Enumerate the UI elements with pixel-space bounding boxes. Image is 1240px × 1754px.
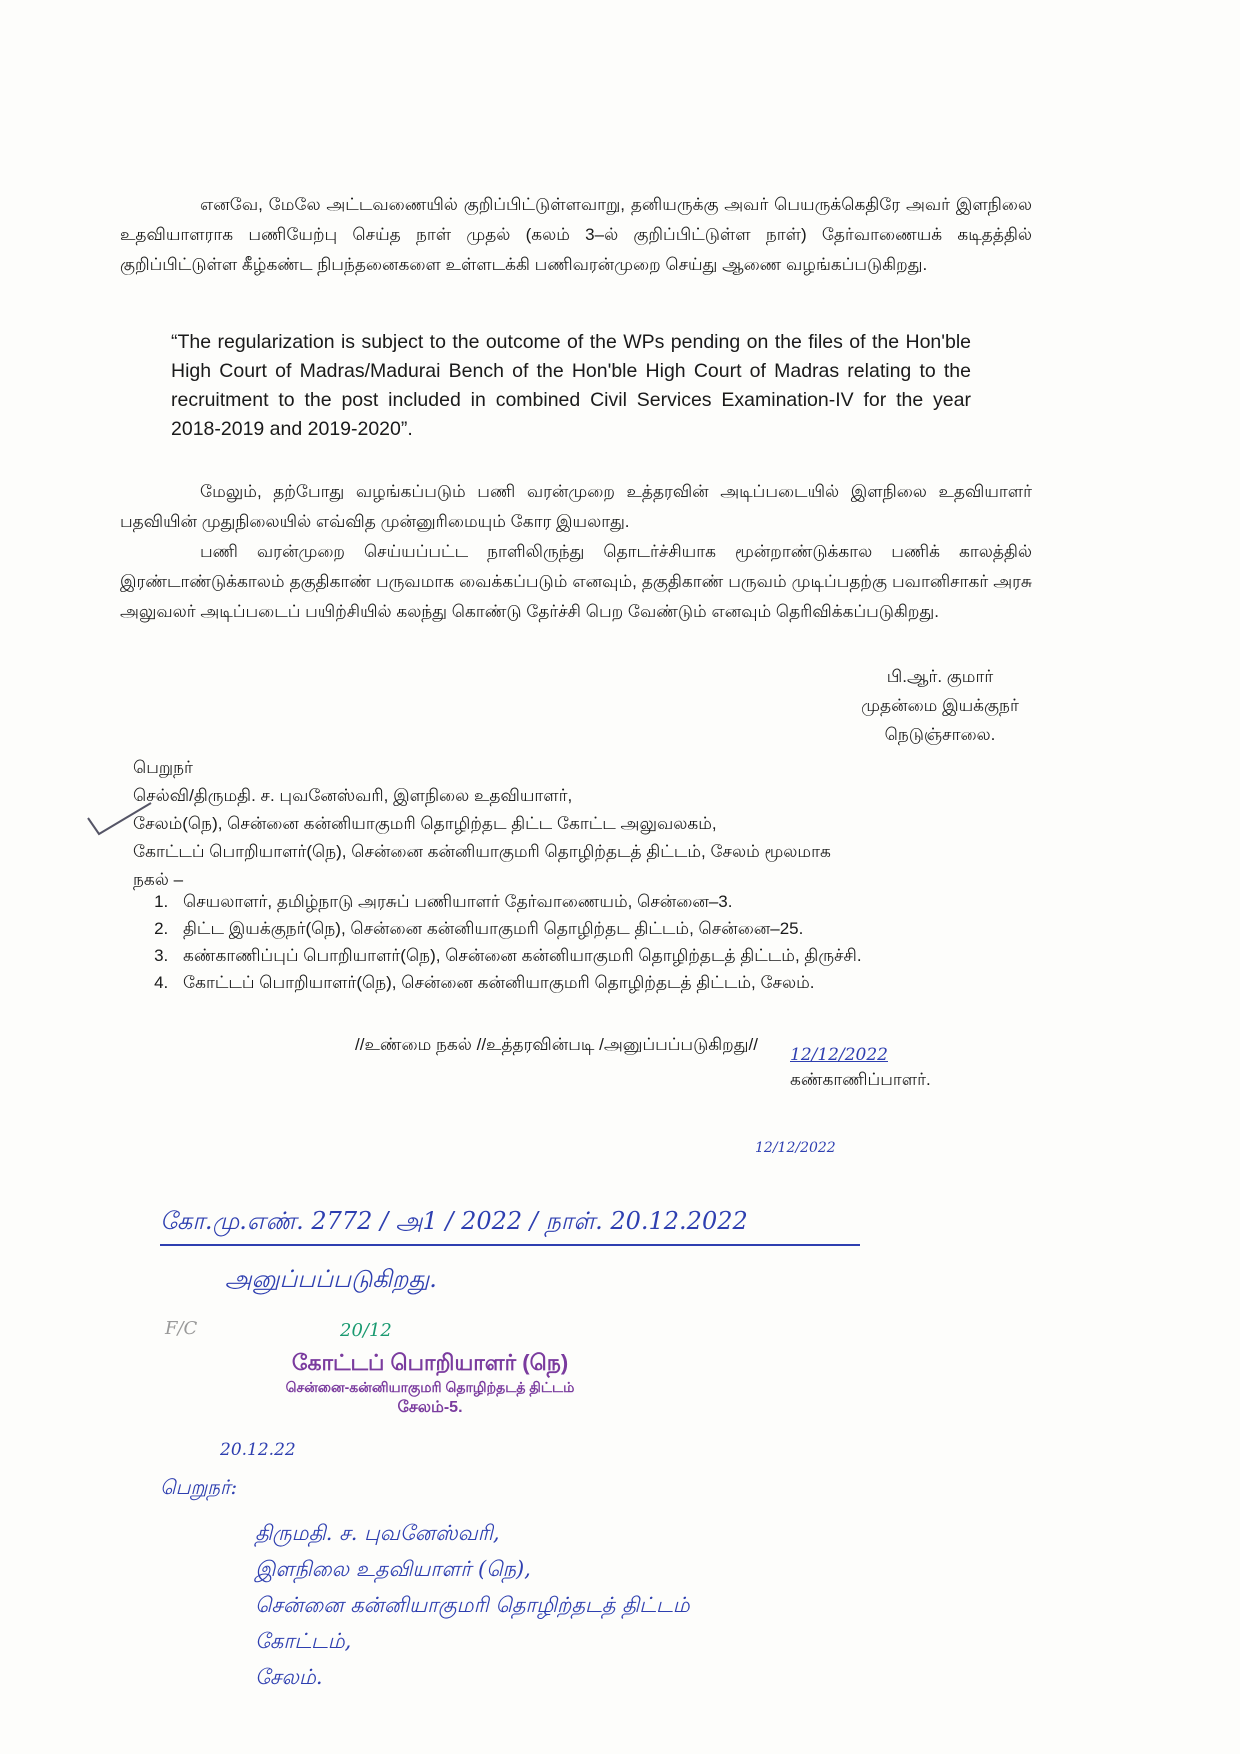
handwritten-reference: கோ.மு.எண். 2772 / அ1 / 2022 / நாள். 20.12.2022: [160, 1207, 860, 1246]
address-line: திருமதி. ச. புவனேஸ்வரி,: [255, 1521, 500, 1545]
handwritten-initial-date: 12/12/2022: [755, 1140, 836, 1156]
copy-item: 4. கோட்டப் பொறியாளர்(நெ), சென்னை கன்னியாகுமரி தொழிற்தடத் திட்டம், சேலம்.: [173, 969, 862, 996]
address-line: சென்னை கன்னியாகுமரி தொழிற்தடத் திட்டம்: [255, 1593, 690, 1617]
copy-item: 1. செயலாளர், தமிழ்நாடு அரசுப் பணியாளர் தேர்வாணையம், சென்னை–3.: [173, 888, 862, 915]
signatory-block: [850, 662, 1030, 749]
recipient-block: [133, 754, 831, 894]
copy-item: 3. கண்காணிப்புப் பொறியாளர்(நெ), சென்னை கன்னியாகுமரி தொழிற்தடத் திட்டம், திருச்சி.: [173, 942, 862, 969]
stamp-line3: சேலம்-5.: [397, 1399, 463, 1416]
address-line: கோட்டம்,: [255, 1629, 352, 1653]
paragraph-regularization-order: எனவே, மேலே அட்டவணையில் குறிப்பிட்டுள்ளவாறு, தனியருக்கு அவர் பெயருக்கெதிரே அவர் இளநிலை உதவியாளராக பணியேற்பு செய்த நாள் முதல் (கலம் 3–ல் குறிப்பிட்டுள்ள நாள்) தேர்வாணையக் கடிதத்தில் குறிப்பிட்டுள்ள கீழ்கண்ட நிபந்தனைகளை உள்ளடக்கி பணிவரன்முறை செய்து ஆணை வழங்கப்படுகிறது.: [120, 195, 1032, 274]
handwritten-address: [255, 1515, 690, 1695]
recipient-heading: பெறுநர்: [133, 758, 193, 777]
recipient-line: சேலம்(நெ), சென்னை கன்னியாகுமரி தொழிற்தட திட்ட கோட்ட அலுவலகம்,: [133, 814, 717, 833]
address-line: இளநிலை உதவியாளர் (நெ),: [255, 1557, 531, 1581]
copy-heading: நகல் –: [133, 870, 184, 889]
handwritten-sig-date: 12/12/2022: [790, 1045, 888, 1065]
true-copy-line: //உண்மை நகல் //உத்தரவின்படி /அனுப்பப்படுகிறது//: [355, 1035, 758, 1054]
quoted-condition: “The regularization is subject to the outcome of the WPs pending on the files of the Hon'ble High Court of Madras/Madurai Bench of the Hon'ble High Court of Madras relating to the recruitment to the post included in combined Civil Services Examination-IV for the year 2018-2019 and 2019-2020”.: [171, 331, 971, 440]
recipient-line: கோட்டப் பொறியாளர்(நெ), சென்னை கன்னியாகுமரி தொழிற்தடத் திட்டம், சேலம் மூலமாக: [133, 842, 831, 861]
handwritten-date: 20.12.22: [220, 1440, 296, 1460]
handwritten-forwarded: அனுப்பப்படுகிறது.: [225, 1265, 437, 1293]
copy-list: [133, 888, 862, 996]
signatory-department: நெடுஞ்சாலை.: [884, 725, 996, 744]
stamp-line2: சென்னை-கன்னியாகுமரி தொழிற்தடத் திட்டம்: [285, 1379, 575, 1395]
recipient-line: செல்வி/திருமதி. ச. புவனேஸ்வரி, இளநிலை உதவியாளர்,: [133, 786, 573, 805]
paragraph-seniority: மேலும், தற்போது வழங்கப்படும் பணி வரன்முறை உத்தரவின் அடிப்படையில் இளநிலை உதவியாளர் பதவியின் முதுநிலையில் எவ்வித முன்னுரிமையும் கோர இயலாது.: [120, 482, 1032, 531]
signatory-name: பி.ஆர். குமார்: [886, 667, 994, 686]
stamp-signature: 20/12: [340, 1320, 392, 1341]
office-stamp: [240, 1350, 620, 1418]
stamp-title: கோட்டப் பொறியாளர் (நெ): [291, 1350, 569, 1375]
paragraph-probation: பணி வரன்முறை செய்யப்பட்ட நாளிலிருந்து தொடர்ச்சியாக மூன்றாண்டுக்கால பணிக் காலத்தில் இரண்டாண்டுக்காலம் தகுதிகாண் பருவமாக வைக்கப்படும் எனவும், தகுதிகாண் பருவம் முடிப்பதற்கு பவானிசாகர் அரசு அலுவலர் அடிப்படைப் பயிற்சியில் கலந்து கொண்டு தேர்ச்சி பெற வேண்டும் எனவும் தெரிவிக்கப்படுகிறது.: [120, 542, 1032, 621]
superintendent-label: கண்காணிப்பாளர்.: [790, 1070, 931, 1089]
address-line: சேலம்.: [255, 1665, 323, 1689]
handwritten-recipient-heading: பெறுநர்:: [160, 1475, 238, 1499]
handwritten-fic: F/C: [165, 1318, 198, 1339]
copy-item: 2. திட்ட இயக்குநர்(நெ), சென்னை கன்னியாகுமரி தொழிற்தட திட்டம், சென்னை–25.: [173, 915, 862, 942]
checkmark-icon: [85, 800, 155, 840]
signatory-designation: முதன்மை இயக்குநர்: [861, 696, 1019, 715]
